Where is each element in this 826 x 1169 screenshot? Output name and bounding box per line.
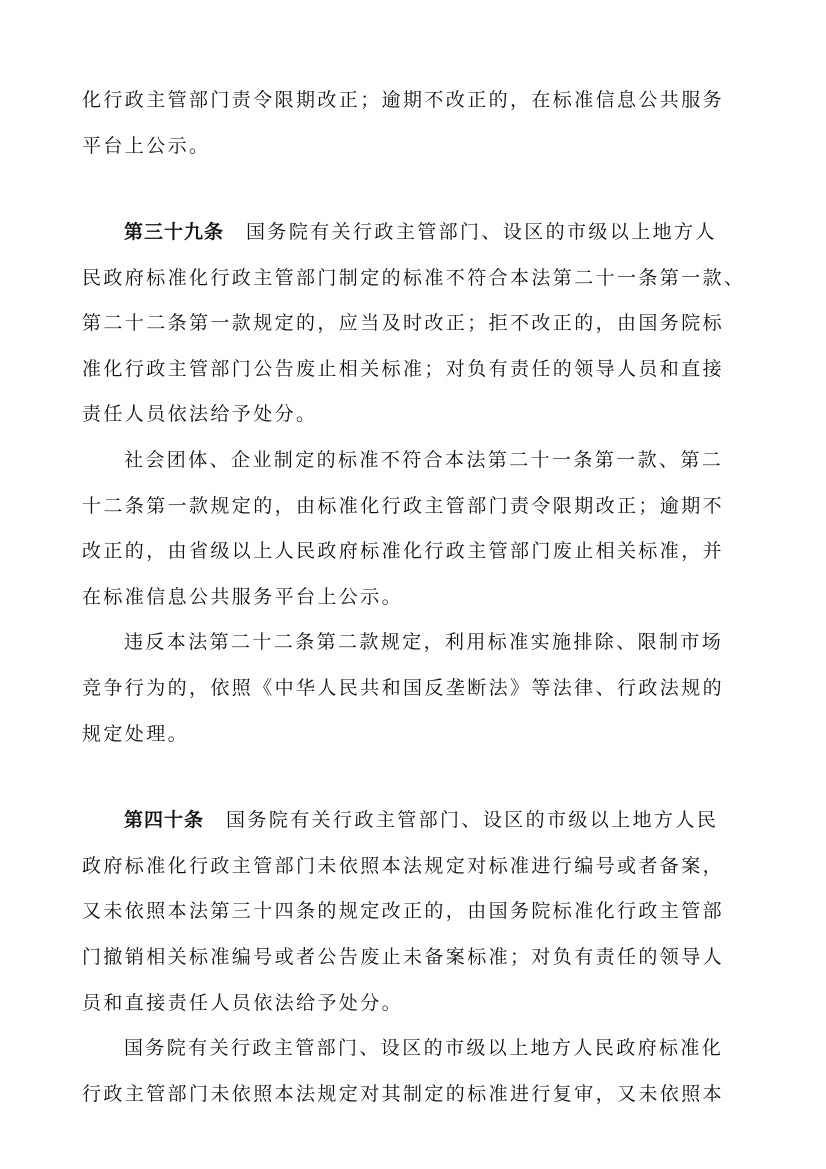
- article-40-p1-line: 门撤销相关标准编号或者公告废止未备案标准；对负有责任的领导人: [82, 946, 725, 968]
- article-39-p1-line: 责任人员依法给予处分。: [82, 403, 318, 425]
- article-40-p2-line: 国务院有关行政主管部门、设区的市级以上地方人民政府标准化: [124, 1037, 724, 1059]
- article-39-p3-line: 规定处理。: [82, 723, 190, 745]
- article-39-p2-line: 十二条第一款规定的，由标准化行政主管部门责令限期改正；逾期不: [82, 495, 725, 517]
- article-40-p1-line: 员和直接责任人员依法给予处分。: [82, 992, 404, 1014]
- article-39-p2-line: 在标准信息公共服务平台上公示。: [82, 586, 404, 608]
- intro-line: 化行政主管部门责令限期改正；逾期不改正的，在标准信息公共服务: [82, 89, 725, 111]
- article-40-p1-line: 又未依照本法第三十四条的规定改正的，由国务院标准化行政主管部: [82, 900, 725, 922]
- article-40-p2-line: 行政主管部门未依照本法规定对其制定的标准进行复审，又未依照本: [82, 1083, 725, 1105]
- article-40-p1-line: 政府标准化行政主管部门未依照本法规定对标准进行编号或者备案，: [82, 855, 725, 877]
- article-39-title: 第三十九条: [124, 221, 225, 243]
- article-39-heading-line: [124, 220, 804, 244]
- article-39-p1-line: 民政府标准化行政主管部门制定的标准不符合本法第二十一条第一款、: [82, 267, 746, 289]
- article-40-first-line: 国务院有关行政主管部门、设区的市级以上地方人民: [226, 809, 719, 831]
- article-39-p3-line: 违反本法第二十二条第二款规定，利用标准实施排除、限制市场: [124, 631, 724, 653]
- article-39-p1-line: 第二十二条第一款规定的，应当及时改正；拒不改正的，由国务院标: [82, 312, 725, 334]
- article-39-p1-line: 准化行政主管部门公告废止相关标准；对负有责任的领导人员和直接: [82, 358, 725, 380]
- article-39-p2-line: 社会团体、企业制定的标准不符合本法第二十一条第一款、第二: [124, 449, 724, 471]
- intro-line: 平台上公示。: [82, 135, 211, 157]
- article-39-p3-line: 竞争行为的，依照《中华人民共和国反垄断法》等法律、行政法规的: [82, 677, 725, 699]
- article-40-title: 第四十条: [124, 809, 205, 831]
- article-40-heading-line: [124, 808, 804, 832]
- article-39-p2-line: 改正的，由省级以上人民政府标准化行政主管部门废止相关标准，并: [82, 540, 725, 562]
- article-39-first-line: 国务院有关行政主管部门、设区的市级以上地方人: [246, 221, 717, 243]
